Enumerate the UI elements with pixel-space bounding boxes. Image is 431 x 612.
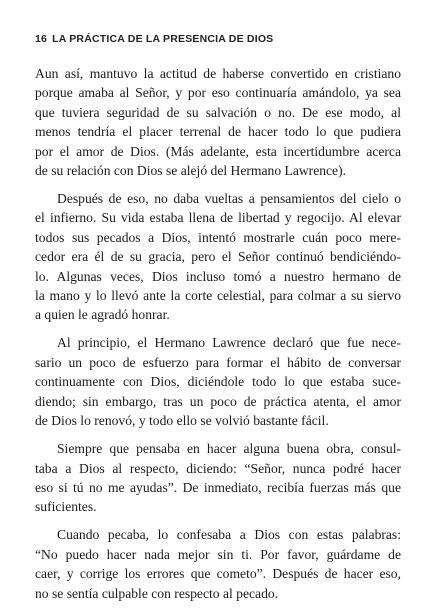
running-header [35, 33, 273, 45]
text-line: Cuando pecaba, lo confesaba a Dios con estas palabras: [57, 527, 401, 543]
text-line: continuamente con Dios, diciéndole todo lo que estaba suce- [35, 374, 401, 390]
text-line: la mano y lo llevó ante la corte celestial, para colmar a su siervo [35, 288, 401, 304]
text-line: Siempre que pensaba en hacer alguna buena obra, consul- [57, 441, 401, 457]
text-line: Al principio, el Hermano Lawrence declaró que fue nece- [57, 335, 401, 351]
page-number: 16 [35, 33, 48, 45]
text-line: no se sentía culpable con respecto al pecado. [35, 585, 279, 601]
text-line: suficientes. [35, 499, 97, 515]
text-line: taba a Dios al respecto, diciendo: “Señor, nunca podré hacer [35, 460, 401, 476]
text-line: por el amor de Dios. (Más adelante, esta incertidumbre acerca [35, 143, 401, 159]
text-line: caer, y corrige los errores que cometo”. Después de hacer eso, [35, 566, 401, 582]
text-line: de su relación con Dios se alejó del Hermano Lawrence). [35, 163, 347, 179]
text-line: de Dios lo renovó, y todo ello se volvió bastante fácil. [35, 413, 329, 429]
text-line: que tuviera seguridad de su salvación o no. De ese modo, al [35, 104, 401, 120]
paragraph-3 [35, 333, 401, 430]
paragraph-4 [35, 439, 401, 517]
text-line: cedor era él de su gracia, pero el Señor continuó bendiciéndo- [35, 249, 401, 265]
text-line: “No puedo hacer nada mejor sin ti. Por favor, guárdame de [35, 546, 401, 562]
text-line: menos tendría el placer terrenal de hacer todo lo que pudiera [35, 124, 401, 140]
text-line: Aun así, mantuvo la actitud de haberse convertido en cristiano [35, 66, 401, 81]
text-line: a quien le agradó honrar. [35, 307, 170, 323]
text-line: Después de eso, no daba vueltas a pensamientos del cielo o [57, 191, 401, 207]
paragraph-5 [35, 525, 401, 603]
text-line: diendo; sin embargo, tras un poco de práctica atenta, el amor [35, 393, 401, 409]
paragraph-2 [35, 189, 401, 325]
body-text [35, 64, 401, 612]
text-line: eso si tú no me ayudas”. De inmediato, recibía fuerzas más que [35, 479, 401, 495]
text-line: sario un poco de esfuerzo para formar el hábito de conversar [35, 354, 401, 370]
text-line: el infierno. Su vida estaba llena de libertad y regocijo. Al elevar [35, 210, 401, 226]
text-line: porque amaba al Señor, y por eso continuaría amándolo, ya sea [35, 85, 401, 101]
text-line: lo. Algunas veces, Dios incluso tomó a nuestro hermano de [35, 268, 401, 284]
running-title: LA PRÁCTICA DE LA PRESENCIA DE DIOS [52, 33, 274, 45]
text-line: todos sus pecados a Dios, intentó mostrarle cuán poco mere- [35, 229, 401, 245]
paragraph-1 [35, 64, 401, 180]
